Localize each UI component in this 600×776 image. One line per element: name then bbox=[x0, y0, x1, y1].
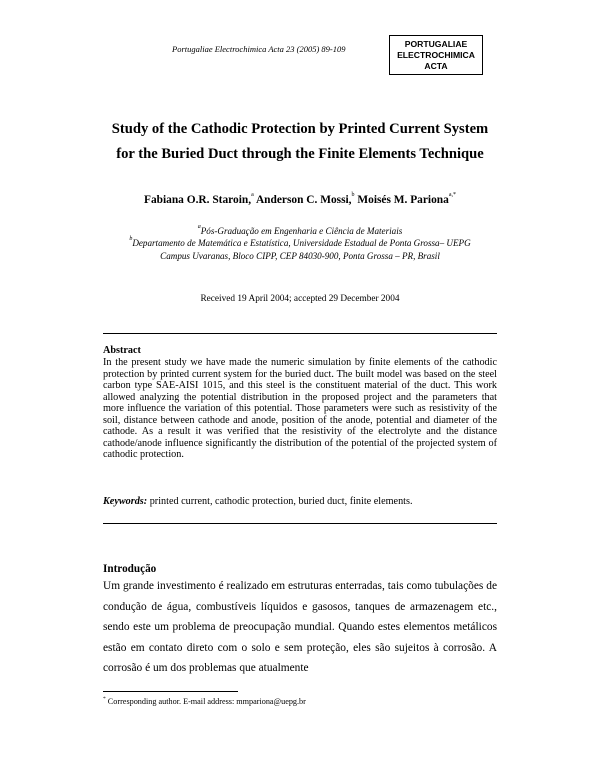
author-list bbox=[0, 194, 600, 206]
abstract-heading: Abstract bbox=[103, 345, 141, 356]
abstract-bottom-rule bbox=[103, 523, 497, 524]
author-name: Anderson C. Mossi, bbox=[255, 194, 352, 206]
journal-box-line: PORTUGALIAE bbox=[404, 39, 468, 49]
keywords-text: printed current, cathodic protection, buried duct, finite elements. bbox=[149, 496, 413, 507]
journal-citation: Portugaliae Electrochimica Acta 23 (2005) 89-109 bbox=[172, 44, 346, 54]
author-name: Fabiana O.R. Staroin, bbox=[143, 194, 252, 206]
article-title-line-1: Study of the Cathodic Protection by Printed Current System bbox=[111, 121, 489, 137]
footnote-rule bbox=[103, 691, 238, 692]
journal-logo-box bbox=[389, 35, 483, 75]
footnote-text: Corresponding author. E-mail address: mmpariona@uepg.br bbox=[107, 697, 306, 706]
author-name: Moisés M. Pariona bbox=[357, 194, 449, 206]
section-heading-introducao: Introdução bbox=[103, 563, 157, 575]
footnote bbox=[103, 697, 306, 706]
abstract-top-rule bbox=[103, 333, 497, 334]
affiliation-mark: a bbox=[197, 224, 201, 230]
article-title-line-2: for the Buried Duct through the Finite Elements Technique bbox=[116, 146, 484, 162]
journal-box-line: ACTA bbox=[424, 61, 448, 71]
author-affiliation-mark: b bbox=[351, 192, 355, 198]
author-affiliation-mark: a bbox=[251, 192, 254, 198]
affiliation-b-address: Campus Uvaranas, Bloco CIPP, CEP 84030-900, Ponta Grossa – PR, Brasil bbox=[160, 251, 440, 261]
affiliation-text: Pós-Graduação em Engenharia e Ciência de Materiais bbox=[200, 226, 403, 236]
received-dates: Received 19 April 2004; accepted 29 December 2004 bbox=[200, 294, 400, 304]
keywords bbox=[103, 496, 497, 507]
abstract-body: In the present study we have made the numeric simulation by finite elements of the cathodic protection by printed current system for the buried duct. The built model was based on the steel carbon type SAE-AISI 1015, and this steel is the constituent material of the duct. This work allowed analyzing the potential distribution in the proposed project and the parameters that more influence the variation of this potential. Those parameters were such as resistivity of the soil, distance between cathode and anode, position of the anode, potential and diameter of the cathode. As a result it was verified that the resistivity of the electrolyte and the distance cathode/anode influence significantly the distribution of the potential of the projected system of cathodic protection. bbox=[103, 357, 497, 460]
author-affiliation-mark: a,* bbox=[448, 192, 456, 198]
affiliation-mark: b bbox=[129, 236, 133, 242]
affiliation-a bbox=[0, 226, 600, 236]
keywords-label: Keywords: bbox=[103, 496, 148, 507]
affiliation-text: Departamento de Matemática e Estatística, Universidade Estadual de Ponta Grossa– UEPG bbox=[132, 238, 471, 248]
journal-box-line: ELECTROCHIMICA bbox=[397, 50, 475, 60]
introduction-body: Um grande investimento é realizado em estruturas enterradas, tais como tubulações de condução de água, combustíveis líquidos e gasosos, tanques de armazenagem etc., sendo este um problema de preocupação mundial. Quando estes elementos metálicos estão em contato direto com o solo e sem proteção, eles são sujeitos à corrosão. A corrosão é um dos problemas que atualmente bbox=[103, 580, 497, 675]
affiliation-b bbox=[0, 238, 600, 248]
footnote-mark: * bbox=[103, 696, 106, 702]
